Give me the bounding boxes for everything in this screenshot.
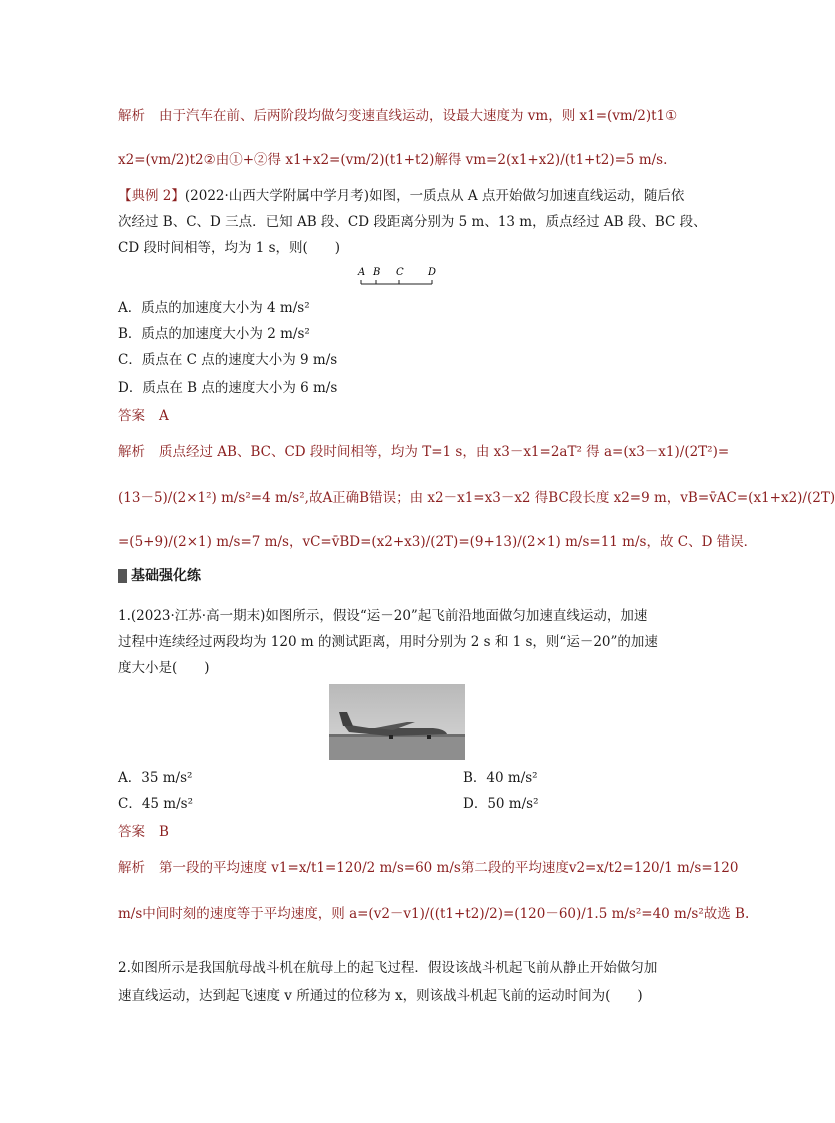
segment-diagram xyxy=(356,264,436,290)
question-2-line-1: 2.如图所示是我国航母战斗机在航母上的起飞过程．假设该战斗机起飞前从静止开始做匀加 xyxy=(118,960,658,976)
example-2-line-3: CD 段时间相等，均为 1 s，则( ) xyxy=(118,240,341,256)
analysis-line-2: x2=(vm/2)t2②由①+②得 x1+x2=(vm/2)(t1+t2)解得 vm=2(x1+x2)/(t1+t2)=5 m/s. xyxy=(118,152,668,168)
analysis-2-line-1: 解析 质点经过 AB、BC、CD 段时间相等，均为 T=1 s，由 x3－x1=2aT² 得 a=(x3－x1)/(2T²)= xyxy=(118,444,730,460)
point-b-label: B xyxy=(373,267,381,278)
analysis-2-line-2: (13－5)/(2×1²) m/s²=4 m/s²,故A正确B错误；由 x2－x1=x3－x2 得BC段长度 x2=9 m，vB=v̄AC=(x1+x2)/(2T) xyxy=(118,490,835,506)
question-1-line-2: 过程中连续经过两段均为 120 m 的测试距离，用时分别为 2 s 和 1 s，则“运－20”的加速 xyxy=(118,634,658,650)
example-2-line-1: 【典例 2】(2022·山西大学附属中学月考)如图，一质点从 A 点开始做匀加速直线运动，随后依 xyxy=(118,188,685,204)
answer-line: 答案 A xyxy=(118,408,169,424)
option-c: C．质点在 C 点的速度大小为 9 m/s xyxy=(118,352,338,368)
question-2-line-2: 速直线运动，达到起飞速度 v 所通过的位移为 x，则该战斗机起飞前的运动时间为( ) xyxy=(118,988,643,1004)
option-d: D．质点在 B 点的速度大小为 6 m/s xyxy=(118,380,338,396)
section-header: 基础强化练 xyxy=(118,566,318,586)
option-a: A．质点的加速度大小为 4 m/s² xyxy=(118,300,310,316)
airplane-photo-icon xyxy=(329,684,465,760)
q1-option-d: D．50 m/s² xyxy=(463,796,539,812)
question-1-line-3: 度大小是( ) xyxy=(118,660,210,676)
q1-option-row-1 xyxy=(118,768,678,788)
analysis-line-1: 解析 由于汽车在前、后两阶段均做匀变速直线运动，设最大速度为 vm，则 x1=(vm/2)t1① xyxy=(118,108,678,124)
point-d-label: D xyxy=(428,267,437,278)
q1-option-a: A．35 m/s² xyxy=(118,770,193,786)
q1-option-row-2 xyxy=(118,794,678,814)
question-1-line-1: 1.(2023·江苏·高一期末)如图所示，假设“运－20”起飞前沿地面做匀加速直线运动，加速 xyxy=(118,608,648,624)
q1-option-c: C．45 m/s² xyxy=(118,796,193,812)
q1-analysis-line-1: 解析 第一段的平均速度 v1=x/t1=120/2 m/s=60 m/s第二段的平均速度v2=x/t2=120/1 m/s=120 xyxy=(118,860,739,876)
point-a-label: A xyxy=(358,267,366,278)
q1-option-b: B．40 m/s² xyxy=(463,770,538,786)
option-b: B．质点的加速度大小为 2 m/s² xyxy=(118,326,310,342)
section-bar-icon xyxy=(118,569,127,583)
q1-answer-line: 答案 B xyxy=(118,824,169,840)
q1-analysis-line-2: m/s中间时刻的速度等于平均速度，则 a=(v2－v1)/((t1+t2)/2)=(120－60)/1.5 m/s²=40 m/s²故选 B. xyxy=(118,906,750,922)
analysis-2-line-3: =(5+9)/(2×1) m/s=7 m/s，vC=v̄BD=(x2+x3)/(2T)=(9+13)/(2×1) m/s=11 m/s，故 C、D 错误． xyxy=(118,534,758,550)
point-c-label: C xyxy=(396,267,404,278)
example-2-line-2: 次经过 B、C、D 三点．已知 AB 段、CD 段距离分别为 5 m、13 m，质点经过 AB 段、BC 段、 xyxy=(118,214,707,230)
